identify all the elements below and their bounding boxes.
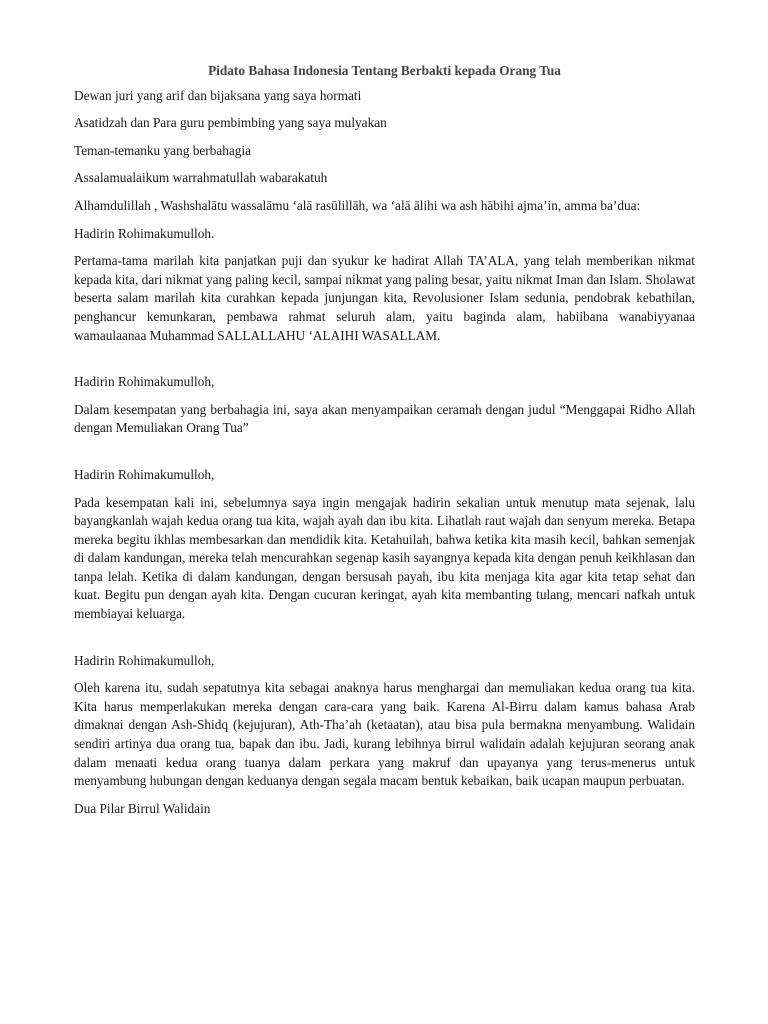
address-audience: Hadirin Rohimakumulloh, [74, 652, 215, 668]
paragraph-gratitude: Pertama-tama marilah kita panjatkan puji dan syukur ke hadirat Allah TA’ALA, yang telah memberikan nikmat kepada kita, dari nikmat yang paling kecil, sampai nikmat yang paling besar, yaitu nikmat Iman dan Islam. Sholawat beserta salam marilah kita curahkan kepada junjungan kita, Revolusioner Islam sedunia, pendobrak kebathilan, penghancur kemunkaran, pembawa rahmat seluruh alam, yaitu baginda alam, habiibana wanabiyyanaa wamaulaanaa Muhammad SALLALLAHU ‘ALAIHI WASALLAM. [74, 253, 695, 343]
section-heading: Dua Pilar Birrul Walidain [74, 800, 211, 816]
salam: Assalamualaikum warrahmatullah wabarakatuh [74, 170, 328, 186]
paragraph-topic: Dalam kesempatan yang berbahagia ini, saya akan menyampaikan ceramah dengan judul “Menggapai Ridho Allah dengan Memuliakan Orang Tua” [74, 401, 695, 436]
greeting-teachers: Asatidzah dan Para guru pembimbing yang saya mulyakan [74, 115, 387, 131]
paragraph-reflection: Pada kesempatan kali ini, sebelumnya saya ingin mengajak hadirin sekalian untuk menutup mata sejenak, lalu bayangkanlah wajah kedua orang tua kita, wajah ayah dan ibu kita. Lihatlah raut wajah dan senyum mereka. Betapa mereka begitu ikhlas membesarkan dan mendidik kita. Ketahuilah, bahwa ketika kita masih kecil, bahkan semenjak di dalam kandungan, mereka telah mencurahkan segenap kasih sayangnya kepada kita dengan penuh keikhlasan dan tanpa lelah. Ketika di dalam kandungan, dengan bersusah payah, ibu kita menjaga kita agar kita tetap sehat dan kuat. Begitu pun dengan ayah kita. Dengan cucuran keringat, ayah kita membanting tulang, mencari nafkah untuk membiayai keluarga. [74, 494, 695, 622]
address-audience: Hadirin Rohimakumulloh, [74, 374, 215, 390]
opening-praise: Alhamdulillah , Washshalātu wassalāmu ‘alā rasūlillāh, wa ‘alā ālihi wa ash hābihi ajma’in, amma ba’dua: [74, 197, 641, 213]
document-title: Pidato Bahasa Indonesia Tentang Berbakti kepada Orang Tua [208, 63, 561, 78]
greeting-jury: Dewan juri yang arif dan bijaksana yang saya hormati [74, 87, 362, 103]
greeting-friends: Teman-temanku yang berbahagia [74, 142, 252, 158]
paragraph-birrul-walidain: Oleh karena itu, sudah sepatutnya kita sebagai anaknya harus menghargai dan memuliakan kedua orang tua kita. Kita harus memperlakukan mereka dengan cara-cara yang baik. Karena Al-Birru dalam kamus bahasa Arab dimaknai dengan Ash-Shidq (kejujuran), Ath-Tha’ah (ketaatan), atau bisa pula bermakna menyambung. Walidain sendiri artinya dua orang tua, bapak dan ibu. Jadi, kurang lebihnya birrul walidain adalah kejujuran seorang anak dalam menaati kedua orang tuanya dalam perkara yang makruf dan upayanya yang terus-menerus untuk menyambung hubungan dengan keduanya dengan segala macam bentuk kebaikan, baik ucapan maupun perbuatan. [74, 680, 695, 789]
address-audience: Hadirin Rohimakumulloh. [74, 225, 215, 241]
document-page [74, 62, 695, 827]
address-audience: Hadirin Rohimakumulloh, [74, 466, 215, 482]
